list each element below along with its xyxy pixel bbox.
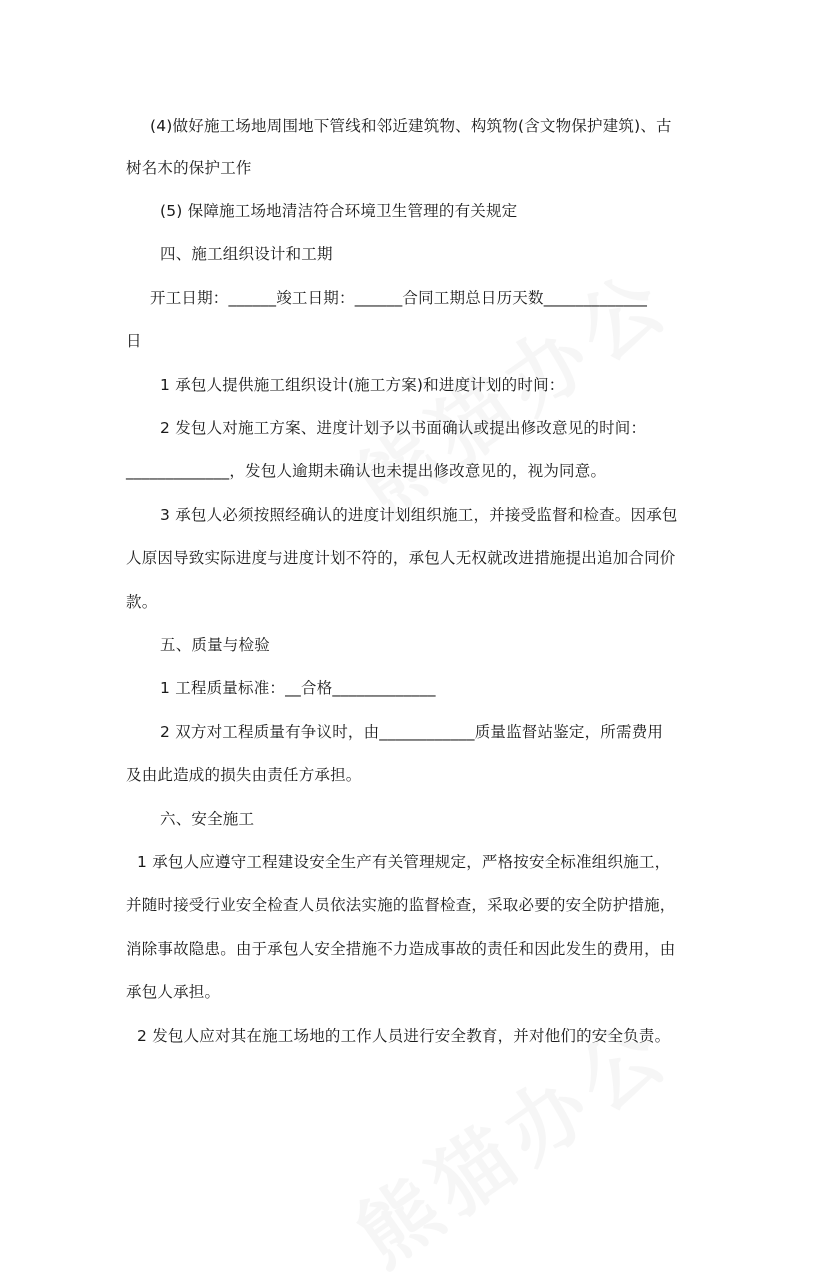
section-heading: 六、安全施工 <box>160 810 255 828</box>
text-line: 树名木的保护工作 <box>126 159 252 177</box>
text-line: 1 承包人应遵守工程建设安全生产有关管理规定，严格按安全标准组织施工， <box>137 853 671 871</box>
text-line: 3 承包人必须按照经确认的进度计划组织施工，并接受监督和检查。因承包 <box>160 506 678 524</box>
section-heading: 四、施工组织设计和工期 <box>160 245 333 263</box>
text-line: 2 发包人对施工方案、进度计划予以书面确认或提出修改意见的时间： <box>160 419 647 437</box>
text-line: 2 双方对工程质量有争议时，由____________质量监督站鉴定，所需费用 <box>160 723 664 741</box>
text-line: 开工日期：______竣工日期：______合同工期总日历天数_____________ <box>150 289 648 307</box>
text-line: 日 <box>126 332 142 350</box>
section-heading: 五、质量与检验 <box>160 636 270 654</box>
text-line: 人原因导致实际进度与进度计划不符的，承包人无权就改进措施提出追加合同价 <box>126 549 676 567</box>
text-line: 消除事故隐患。由于承包人安全措施不力造成事故的责任和因此发生的费用，由 <box>126 940 676 958</box>
text-line: 款。 <box>126 593 158 611</box>
text-line: 及由此造成的损失由责任方承担。 <box>126 766 362 784</box>
text-line: (4)做好施工场地周围地下管线和邻近建筑物、构筑物(含文物保护建筑)、古 <box>150 117 672 135</box>
text-line: 承包人承担。 <box>126 983 221 1001</box>
text-line: 2 发包人应对其在施工场地的工作人员进行安全教育，并对他们的安全负责。 <box>137 1027 671 1045</box>
text-line: 并随时接受行业安全检查人员依法实施的监督检查，采取必要的安全防护措施， <box>126 896 676 914</box>
text-line: 1 承包人提供施工组织设计(施工方案)和进度计划的时间： <box>160 376 565 394</box>
text-line: (5) 保障施工场地清洁符合环境卫生管理的有关规定 <box>160 202 518 220</box>
text-line: 1 工程质量标准：__合格_____________ <box>160 679 436 697</box>
text-line: _____________，发包人逾期未确认也未提出修改意见的，视为同意。 <box>126 462 607 480</box>
